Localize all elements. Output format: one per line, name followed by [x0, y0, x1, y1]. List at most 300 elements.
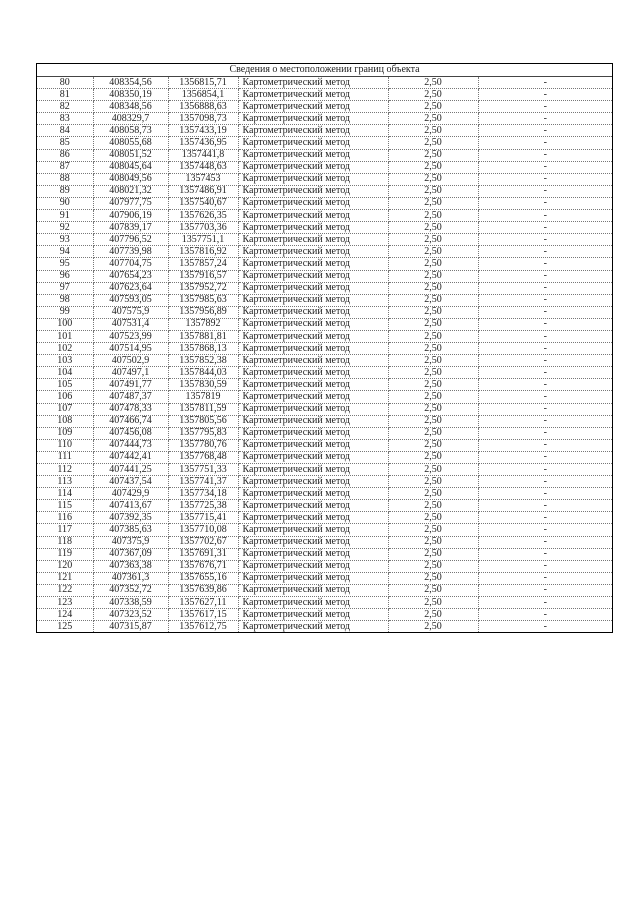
point-number-cell: 103: [37, 355, 93, 367]
note-cell: -: [478, 137, 612, 149]
point-number-cell: 99: [37, 306, 93, 318]
note-cell: -: [478, 173, 612, 185]
point-number-cell: 84: [37, 125, 93, 137]
y-coordinate-cell: 1357617,15: [168, 609, 238, 621]
method-cell: Картометрический метод: [238, 210, 388, 222]
y-coordinate-cell: 1357639,86: [168, 584, 238, 596]
point-number-cell: 118: [37, 536, 93, 548]
table-row: [37, 512, 612, 524]
accuracy-cell: 2,50: [388, 367, 478, 379]
y-coordinate-cell: 1357811,59: [168, 403, 238, 415]
y-coordinate-cell: 1357768,48: [168, 451, 238, 463]
accuracy-cell: 2,50: [388, 524, 478, 536]
x-coordinate-cell: 407444,73: [93, 439, 168, 451]
y-coordinate-cell: 1357710,08: [168, 524, 238, 536]
x-coordinate-cell: 408051,52: [93, 149, 168, 161]
note-cell: -: [478, 379, 612, 391]
x-coordinate-cell: 407367,09: [93, 548, 168, 560]
table-row: [37, 597, 612, 609]
table-row: [37, 609, 612, 621]
point-number-cell: 117: [37, 524, 93, 536]
point-number-cell: 82: [37, 101, 93, 113]
table-row: [37, 185, 612, 197]
accuracy-cell: 2,50: [388, 294, 478, 306]
accuracy-cell: 2,50: [388, 464, 478, 476]
coordinates-table: [37, 77, 612, 632]
table-row: [37, 464, 612, 476]
note-cell: -: [478, 415, 612, 427]
x-coordinate-cell: 407429,9: [93, 488, 168, 500]
x-coordinate-cell: 407315,87: [93, 621, 168, 633]
point-number-cell: 115: [37, 500, 93, 512]
table-row: [37, 403, 612, 415]
accuracy-cell: 2,50: [388, 270, 478, 282]
x-coordinate-cell: 407466,74: [93, 415, 168, 427]
x-coordinate-cell: 407437,54: [93, 476, 168, 488]
y-coordinate-cell: 1357486,91: [168, 185, 238, 197]
note-cell: -: [478, 427, 612, 439]
boundary-table: [36, 63, 613, 633]
accuracy-cell: 2,50: [388, 536, 478, 548]
y-coordinate-cell: 1357612,75: [168, 621, 238, 633]
x-coordinate-cell: 408350,19: [93, 89, 168, 101]
x-coordinate-cell: 407487,37: [93, 391, 168, 403]
accuracy-cell: 2,50: [388, 415, 478, 427]
y-coordinate-cell: 1357805,56: [168, 415, 238, 427]
accuracy-cell: 2,50: [388, 149, 478, 161]
y-coordinate-cell: 1357433,19: [168, 125, 238, 137]
method-cell: Картометрический метод: [238, 234, 388, 246]
note-cell: -: [478, 125, 612, 137]
method-cell: Картометрический метод: [238, 572, 388, 584]
method-cell: Картометрический метод: [238, 451, 388, 463]
method-cell: Картометрический метод: [238, 415, 388, 427]
x-coordinate-cell: 407352,72: [93, 584, 168, 596]
method-cell: Картометрический метод: [238, 173, 388, 185]
note-cell: -: [478, 439, 612, 451]
point-number-cell: 108: [37, 415, 93, 427]
point-number-cell: 122: [37, 584, 93, 596]
point-number-cell: 109: [37, 427, 93, 439]
note-cell: -: [543, 620, 547, 632]
note-cell: -: [478, 355, 612, 367]
y-coordinate-cell: 1357734,18: [168, 488, 238, 500]
note-cell: -: [478, 77, 612, 89]
x-coordinate-cell: 407497,1: [93, 367, 168, 379]
y-coordinate-cell: 1357852,38: [168, 355, 238, 367]
table-row: [37, 137, 612, 149]
note-cell: -: [478, 246, 612, 258]
table-row: [37, 197, 612, 209]
method-cell: Картометрический метод: [238, 524, 388, 536]
note-cell: -: [478, 294, 612, 306]
note-cell: -: [478, 185, 612, 197]
accuracy-cell: 2,50: [388, 282, 478, 294]
accuracy-cell: 2,50: [388, 427, 478, 439]
method-cell: Картометрический метод: [238, 548, 388, 560]
note-cell: -: [478, 560, 612, 572]
y-coordinate-cell: 1357985,63: [168, 294, 238, 306]
method-cell: Картометрический метод: [238, 343, 388, 355]
point-number-cell: 107: [37, 403, 93, 415]
note-cell: -: [478, 464, 612, 476]
table-row: [37, 476, 612, 488]
note-cell: -: [478, 367, 612, 379]
method-cell: Картометрический метод: [238, 488, 388, 500]
y-coordinate-cell: 1357702,67: [168, 536, 238, 548]
method-cell: Картометрический метод: [238, 101, 388, 113]
point-number-cell: 125: [37, 621, 93, 633]
method-cell: Картометрический метод: [238, 270, 388, 282]
note-cell: -: [478, 512, 612, 524]
table-title: Сведения о местоположении границ объекта: [37, 64, 612, 77]
table-row: [37, 584, 612, 596]
accuracy-cell: 2,50: [388, 451, 478, 463]
x-coordinate-cell: 408055,68: [93, 137, 168, 149]
accuracy-cell: 2,50: [388, 403, 478, 415]
x-coordinate-cell: 407323,52: [93, 609, 168, 621]
y-coordinate-cell: 1357448,63: [168, 161, 238, 173]
table-row: [37, 367, 612, 379]
point-number-cell: 83: [37, 113, 93, 125]
y-coordinate-cell: 1357453: [168, 173, 238, 185]
table-row: [37, 379, 612, 391]
y-coordinate-cell: 1357725,38: [168, 500, 238, 512]
note-cell: -: [478, 476, 612, 488]
point-number-cell: 87: [37, 161, 93, 173]
accuracy-cell: 2,50: [388, 439, 478, 451]
x-coordinate-cell: 408045,64: [93, 161, 168, 173]
x-coordinate-cell: 408354,56: [93, 77, 168, 89]
note-cell: -: [478, 234, 612, 246]
y-coordinate-cell: 1357881,81: [168, 330, 238, 342]
point-number-cell: 89: [37, 185, 93, 197]
accuracy-cell: 2,50: [388, 306, 478, 318]
accuracy-cell: 2,50: [388, 222, 478, 234]
accuracy-cell: 2,50: [388, 89, 478, 101]
x-coordinate-cell: 407514,95: [93, 343, 168, 355]
table-row: [37, 282, 612, 294]
x-coordinate-cell: 407385,63: [93, 524, 168, 536]
accuracy-cell: 2,50: [388, 355, 478, 367]
x-coordinate-cell: 407478,33: [93, 403, 168, 415]
table-row: [37, 391, 612, 403]
accuracy-cell: 2,50: [388, 560, 478, 572]
method-cell: Картометрический метод: [238, 597, 388, 609]
point-number-cell: 85: [37, 137, 93, 149]
table-row: [37, 451, 612, 463]
table-row: [37, 621, 612, 633]
note-cell: -: [478, 101, 612, 113]
method-cell: Картометрический метод: [238, 294, 388, 306]
table-row: [37, 343, 612, 355]
point-number-cell: 97: [37, 282, 93, 294]
table-row: [37, 355, 612, 367]
method-cell: Картометрический метод: [238, 77, 388, 89]
accuracy-cell: 2,50: [388, 210, 478, 222]
note-cell: -: [478, 451, 612, 463]
x-coordinate-cell: 407977,75: [93, 197, 168, 209]
note-cell: -: [478, 330, 612, 342]
accuracy-cell: 2,50: [388, 113, 478, 125]
point-number-cell: 95: [37, 258, 93, 270]
table-row: [37, 524, 612, 536]
method-cell: Картометрический метод: [238, 89, 388, 101]
method-cell: Картометрический метод: [238, 367, 388, 379]
note-cell: -: [478, 572, 612, 584]
point-number-cell: 92: [37, 222, 93, 234]
method-cell: Картометрический метод: [238, 113, 388, 125]
table-row: [37, 125, 612, 137]
point-number-cell: 93: [37, 234, 93, 246]
note-cell: -: [478, 113, 612, 125]
method-cell: Картометрический метод: [238, 427, 388, 439]
x-coordinate-cell: 407839,17: [93, 222, 168, 234]
table-row: [37, 536, 612, 548]
point-number-cell: 124: [37, 609, 93, 621]
method-cell: Картометрический метод: [238, 464, 388, 476]
note-cell: -: [478, 343, 612, 355]
point-number-cell: 119: [37, 548, 93, 560]
method-cell: Картометрический метод: [238, 609, 388, 621]
x-coordinate-cell: 408348,56: [93, 101, 168, 113]
x-coordinate-cell: 407491,77: [93, 379, 168, 391]
note-cell: -: [478, 161, 612, 173]
note-cell: -: [478, 488, 612, 500]
table-row: [37, 548, 612, 560]
point-number-cell: 80: [37, 77, 93, 89]
table-row: [37, 488, 612, 500]
point-number-cell: 116: [37, 512, 93, 524]
x-coordinate-cell: 407523,99: [93, 330, 168, 342]
note-cell: -: [478, 500, 612, 512]
point-number-cell: 110: [37, 439, 93, 451]
accuracy-cell: 2,50: [388, 234, 478, 246]
method-cell: Картометрический метод: [238, 161, 388, 173]
x-coordinate-cell: 407796,52: [93, 234, 168, 246]
y-coordinate-cell: 1357436,95: [168, 137, 238, 149]
y-coordinate-cell: 1357441,8: [168, 149, 238, 161]
table-row: [37, 173, 612, 185]
note-cell: -: [478, 318, 612, 330]
accuracy-cell: 2,50: [388, 185, 478, 197]
method-cell: Картометрический метод: [238, 258, 388, 270]
table-row: [37, 222, 612, 234]
y-coordinate-cell: 1357676,71: [168, 560, 238, 572]
method-cell: Картометрический метод: [238, 476, 388, 488]
method-cell: Картометрический метод: [238, 536, 388, 548]
method-cell: Картометрический метод: [238, 379, 388, 391]
table-row: [37, 89, 612, 101]
table-row: [37, 234, 612, 246]
y-coordinate-cell: 1357819: [168, 391, 238, 403]
x-coordinate-cell: 407392,35: [93, 512, 168, 524]
method-cell: Картометрический метод: [238, 584, 388, 596]
x-coordinate-cell: 408058,73: [93, 125, 168, 137]
table-row: [37, 270, 612, 282]
y-coordinate-cell: 1357751,1: [168, 234, 238, 246]
method-cell: Картометрический метод: [238, 512, 388, 524]
y-coordinate-cell: 1357952,72: [168, 282, 238, 294]
x-coordinate-cell: 407623,64: [93, 282, 168, 294]
note-cell: -: [478, 89, 612, 101]
y-coordinate-cell: 1356815,71: [168, 77, 238, 89]
note-cell: -: [478, 597, 612, 609]
point-number-cell: 88: [37, 173, 93, 185]
note-cell: -: [478, 282, 612, 294]
accuracy-cell: 2,50: [388, 391, 478, 403]
accuracy-cell: 2,50: [388, 343, 478, 355]
accuracy-cell: 2,50: [388, 379, 478, 391]
note-cell: -: [478, 536, 612, 548]
y-coordinate-cell: 1357857,24: [168, 258, 238, 270]
table-row: [37, 210, 612, 222]
method-cell: Картометрический метод: [238, 197, 388, 209]
accuracy-cell: 2,50: [388, 330, 478, 342]
y-coordinate-cell: 1357795,83: [168, 427, 238, 439]
table-row: [37, 500, 612, 512]
method-cell: Картометрический метод: [238, 185, 388, 197]
accuracy-cell: 2,50: [388, 161, 478, 173]
accuracy-cell: 2,50: [388, 548, 478, 560]
y-coordinate-cell: 1356888,63: [168, 101, 238, 113]
note-cell: -: [478, 548, 612, 560]
accuracy-cell: 2,50: [388, 318, 478, 330]
y-coordinate-cell: 1357098,73: [168, 113, 238, 125]
x-coordinate-cell: 407531,4: [93, 318, 168, 330]
y-coordinate-cell: 1357868,13: [168, 343, 238, 355]
table-row: [37, 294, 612, 306]
table-row: [37, 439, 612, 451]
accuracy-cell: 2,50: [388, 476, 478, 488]
x-coordinate-cell: 407654,23: [93, 270, 168, 282]
method-cell: Картометрический метод: [238, 282, 388, 294]
method-cell: Картометрический метод: [238, 403, 388, 415]
table-body: [37, 77, 612, 632]
method-cell: Картометрический метод: [238, 621, 388, 633]
x-coordinate-cell: 407375,9: [93, 536, 168, 548]
method-cell: Картометрический метод: [238, 125, 388, 137]
y-coordinate-cell: 1357844,03: [168, 367, 238, 379]
point-number-cell: 94: [37, 246, 93, 258]
method-cell: Картометрический метод: [238, 560, 388, 572]
method-cell: Картометрический метод: [238, 137, 388, 149]
accuracy-cell: 2,50: [388, 101, 478, 113]
point-number-cell: 112: [37, 464, 93, 476]
method-cell: Картометрический метод: [238, 149, 388, 161]
point-number-cell: 96: [37, 270, 93, 282]
method-cell: Картометрический метод: [238, 318, 388, 330]
point-number-cell: 91: [37, 210, 93, 222]
accuracy-cell: 2,50: [388, 609, 478, 621]
method-cell: Картометрический метод: [238, 330, 388, 342]
y-coordinate-cell: 1357892: [168, 318, 238, 330]
y-coordinate-cell: 1357751,33: [168, 464, 238, 476]
table-row: [37, 415, 612, 427]
x-coordinate-cell: 407338,59: [93, 597, 168, 609]
accuracy-cell: 2,50: [388, 125, 478, 137]
point-number-cell: 100: [37, 318, 93, 330]
accuracy-cell: 2,50: [388, 488, 478, 500]
table-row: [37, 560, 612, 572]
y-coordinate-cell: 1357741,37: [168, 476, 238, 488]
x-coordinate-cell: 408021,32: [93, 185, 168, 197]
accuracy-cell: 2,50: [388, 621, 478, 633]
method-cell: Картометрический метод: [238, 222, 388, 234]
x-coordinate-cell: 407593,05: [93, 294, 168, 306]
method-cell: Картометрический метод: [238, 246, 388, 258]
point-number-cell: 121: [37, 572, 93, 584]
x-coordinate-cell: 407906,19: [93, 210, 168, 222]
table-row: [37, 246, 612, 258]
point-number-cell: 104: [37, 367, 93, 379]
note-cell: -: [478, 403, 612, 415]
table-row: [37, 77, 612, 89]
note-cell: -: [478, 222, 612, 234]
note-cell: -: [478, 524, 612, 536]
y-coordinate-cell: 1356854,1: [168, 89, 238, 101]
y-coordinate-cell: 1357691,31: [168, 548, 238, 560]
accuracy-cell: 2,50: [388, 246, 478, 258]
point-number-cell: 113: [37, 476, 93, 488]
note-cell: -: [478, 584, 612, 596]
table-row: [37, 427, 612, 439]
x-coordinate-cell: 408049,56: [93, 173, 168, 185]
x-coordinate-cell: 407441,25: [93, 464, 168, 476]
y-coordinate-cell: 1357816,92: [168, 246, 238, 258]
table-row: [37, 258, 612, 270]
point-number-cell: 123: [37, 597, 93, 609]
accuracy-cell: 2,50: [388, 137, 478, 149]
y-coordinate-cell: 1357626,35: [168, 210, 238, 222]
y-coordinate-cell: 1357780,76: [168, 439, 238, 451]
note-cell: -: [478, 270, 612, 282]
x-coordinate-cell: 407442,41: [93, 451, 168, 463]
accuracy-cell: 2,50: [388, 512, 478, 524]
y-coordinate-cell: 1357916,57: [168, 270, 238, 282]
point-number-cell: 81: [37, 89, 93, 101]
y-coordinate-cell: 1357956,89: [168, 306, 238, 318]
point-number-cell: 90: [37, 197, 93, 209]
accuracy-cell: 2,50: [388, 197, 478, 209]
note-cell: -: [478, 149, 612, 161]
accuracy-cell: 2,50: [388, 173, 478, 185]
method-cell: Картометрический метод: [238, 500, 388, 512]
note-cell: -: [478, 197, 612, 209]
method-cell: Картометрический метод: [238, 306, 388, 318]
table-row: [37, 161, 612, 173]
x-coordinate-cell: 407739,98: [93, 246, 168, 258]
accuracy-cell: 2,50: [388, 584, 478, 596]
method-cell: Картометрический метод: [238, 439, 388, 451]
table-row: [37, 306, 612, 318]
y-coordinate-cell: 1357830,59: [168, 379, 238, 391]
x-coordinate-cell: 407704,75: [93, 258, 168, 270]
point-number-cell: 102: [37, 343, 93, 355]
table-row: [37, 330, 612, 342]
point-number-cell: 105: [37, 379, 93, 391]
y-coordinate-cell: 1357703,36: [168, 222, 238, 234]
table-row: [37, 101, 612, 113]
note-cell: -: [478, 609, 612, 621]
table-row: [37, 149, 612, 161]
x-coordinate-cell: 407502,9: [93, 355, 168, 367]
table-row: [37, 113, 612, 125]
x-coordinate-cell: 407363,38: [93, 560, 168, 572]
accuracy-cell: 2,50: [388, 500, 478, 512]
accuracy-cell: 2,50: [388, 597, 478, 609]
point-number-cell: 106: [37, 391, 93, 403]
